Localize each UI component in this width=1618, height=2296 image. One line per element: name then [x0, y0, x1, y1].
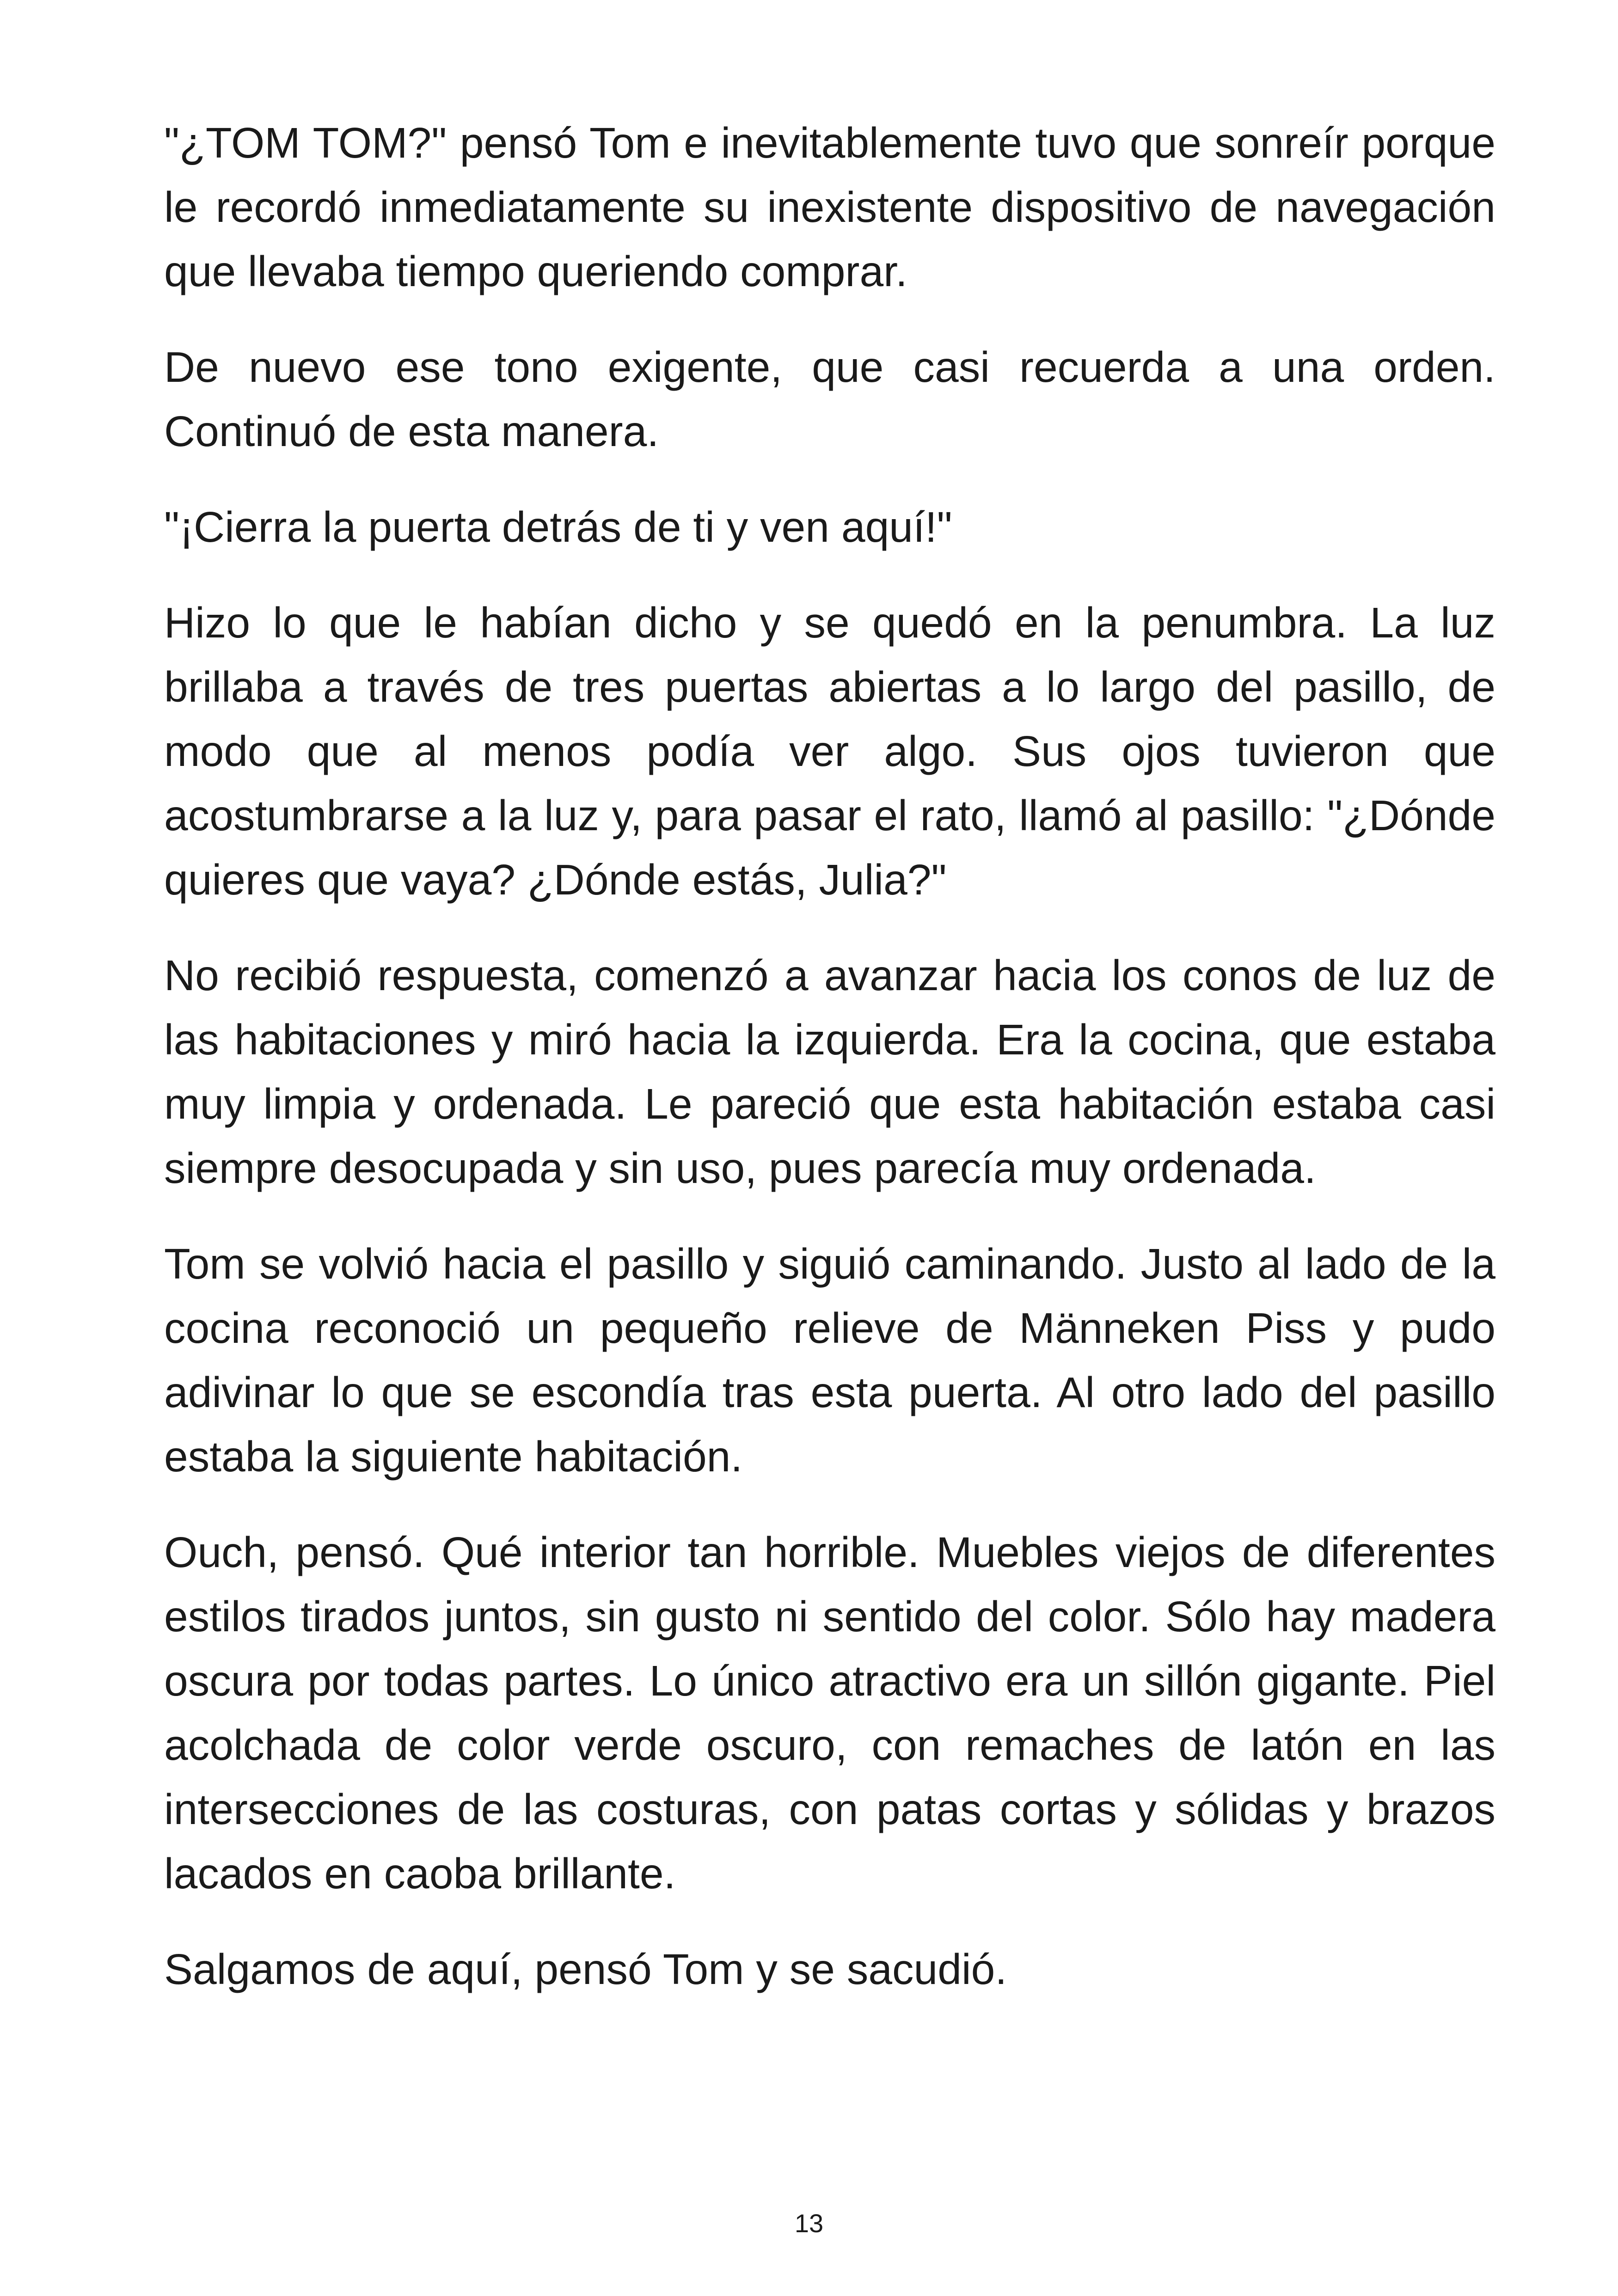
- body-text: [164, 111, 1495, 2002]
- paragraph-2: De nuevo ese tono exigente, que casi recuerda a una orden. Continuó de esta manera.: [164, 343, 1495, 455]
- page-number: 13: [794, 2209, 824, 2238]
- paragraph-4: Hizo lo que le habían dicho y se quedó en la penumbra. La luz brillaba a través de tres puertas abiertas a lo largo del pasillo, de modo que al menos podía ver algo. Sus ojos tuvieron que acostumbrarse a la luz y, para pasar el rato, llamó al pasillo: "¿Dónde quieres que vaya? ¿Dónde estás, Julia?": [164, 599, 1495, 904]
- paragraph-6: Tom se volvió hacia el pasillo y siguió caminando. Justo al lado de la cocina reconoció un pequeño relieve de Männeken Piss y pudo adivinar lo que se escondía tras esta puerta. Al otro lado del pasillo estaba la siguiente habitación.: [164, 1240, 1495, 1481]
- paragraph-8: Salgamos de aquí, pensó Tom y se sacudió.: [164, 1945, 1007, 1993]
- paragraph-7: Ouch, pensó. Qué interior tan horrible. Muebles viejos de diferentes estilos tirados juntos, sin gusto ni sentido del color. Sólo hay madera oscura por todas partes. Lo único atractivo era un sillón gigante. Piel acolchada de color verde oscuro, con remaches de latón en las intersecciones de las costuras, con patas cortas y sólidas y brazos lacados en caoba brillante.: [164, 1528, 1495, 1898]
- paragraph-3: "¡Cierra la puerta detrás de ti y ven aquí!": [164, 503, 952, 551]
- paragraph-1: "¿TOM TOM?" pensó Tom e inevitablemente tuvo que sonreír porque le recordó inmediatamente su inexistente dispositivo de navegación que llevaba tiempo queriendo comprar.: [164, 119, 1495, 295]
- paragraph-5: No recibió respuesta, comenzó a avanzar hacia los conos de luz de las habitaciones y miró hacia la izquierda. Era la cocina, que estaba muy limpia y ordenada. Le pareció que esta habitación estaba casi siempre desocupada y sin uso, pues parecía muy ordenada.: [164, 951, 1495, 1192]
